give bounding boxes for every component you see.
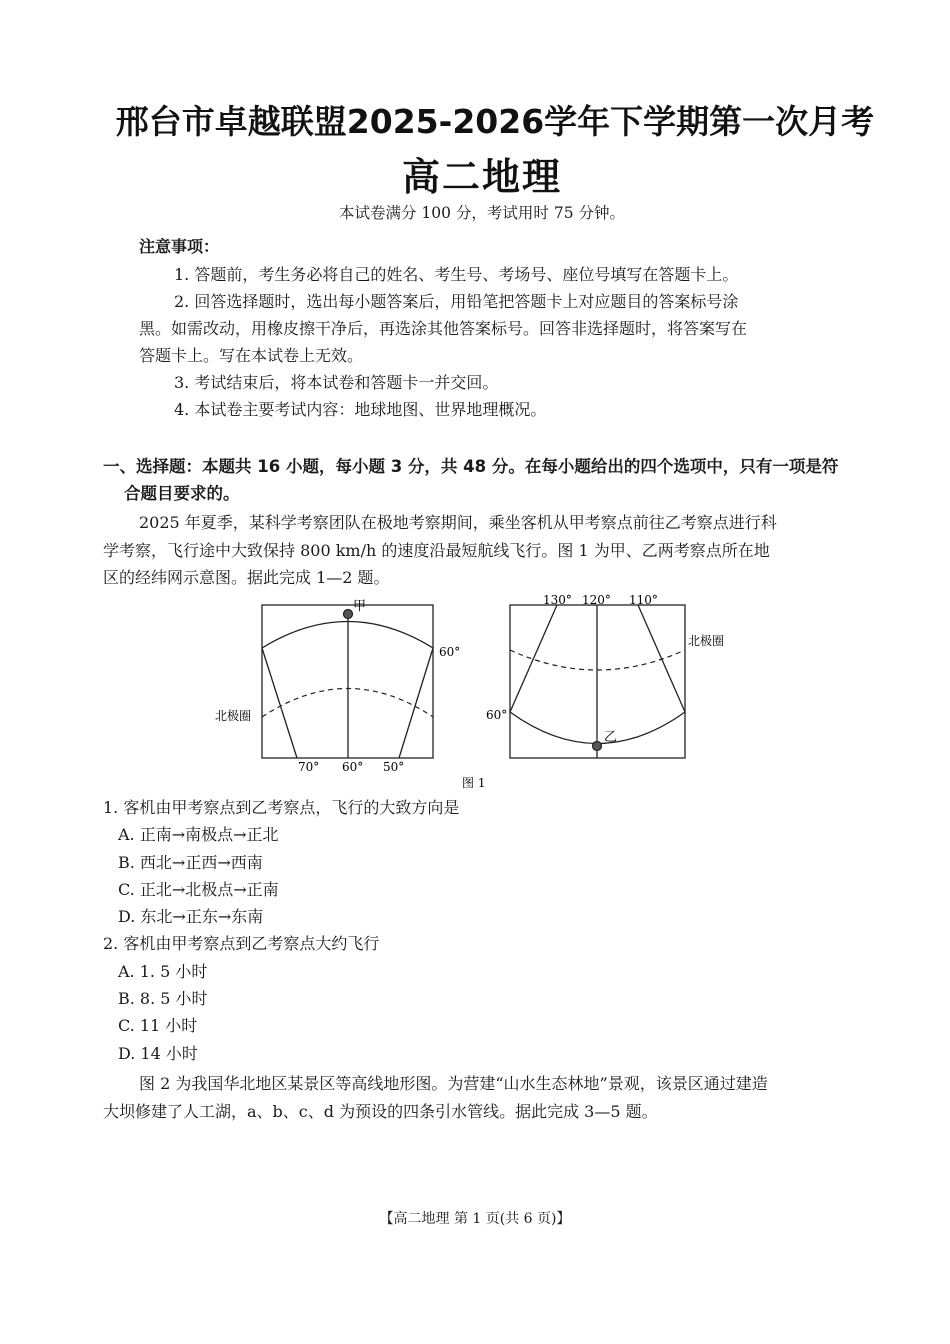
note-1: 1. 答题前，考生务必将自己的姓名、考生号、考场号、座位号填写在答题卡上。 [174,265,739,284]
left-lon-70: 70° [298,760,320,774]
point-yi: 乙 [604,730,618,745]
note-2b: 黑。如需改动，用橡皮擦干净后，再选涂其他答案标号。回答非选择题时，将答案写在 [139,319,748,338]
section1-heading-b: 合题目要求的。 [124,484,240,503]
section1-heading-a: 一、选择题：本题共 16 小题，每小题 3 分，共 48 分。在每小题给出的四个选项中，只有一项是符 [103,457,839,476]
passage1-line3: 区的经纬网示意图。据此完成 1—2 题。 [103,568,390,587]
left-lon-50: 50° [383,760,405,774]
note-4: 4. 本试卷主要考试内容：地球地图、世界地理概况。 [174,400,547,419]
note-2a: 2. 回答选择题时，选出每小题答案后，用铅笔把答题卡上对应题目的答案标号涂 [174,292,739,311]
figure1-left-map [215,599,460,774]
passage1-line2: 学考察，飞行途中大致保持 800 km/h 的速度沿最短航线飞行。图 1 为甲、乙两考察点所在地 [103,541,770,560]
right-lon-130: 130° [543,593,572,607]
passage2-line1: 图 2 为我国华北地区某景区等高线地形图。为营建“山水生态林地”景观，该景区通过建造 [139,1074,768,1093]
right-lon-120: 120° [582,593,611,607]
q1-option-d: D. 东北→正东→东南 [118,907,264,926]
point-jia: 甲 [353,599,367,614]
exam-title: 邢台市卓越联盟2025-2026学年下学期第一次月考 [115,102,875,141]
left-arctic-circle: 北极圈 [215,709,252,723]
passage2-line2: 大坝修建了人工湖，a、b、c、d 为预设的四条引水管线。据此完成 3—5 题。 [103,1102,658,1121]
q1-option-a: A. 正南→南极点→正北 [118,825,279,844]
q1-stem: 1. 客机由甲考察点到乙考察点，飞行的大致方向是 [103,798,460,817]
figure1 [200,590,740,800]
note-3: 3. 考试结束后，将本试卷和答题卡一并交回。 [174,373,499,392]
q2-stem: 2. 客机由甲考察点到乙考察点大约飞行 [103,934,380,953]
notes-heading: 注意事项： [139,237,220,256]
exam-subject: 高二地理 [401,155,562,199]
left-lat-60: 60° [439,645,461,659]
figure1-right-map [486,593,724,758]
page-footer: 【高二地理 第 1 页(共 6 页)】 [379,1211,571,1227]
left-lon-60: 60° [342,760,364,774]
q2-option-a: A. 1. 5 小时 [118,962,208,981]
q1-option-b: B. 西北→正西→西南 [118,853,263,872]
q2-option-c: C. 11 小时 [118,1016,198,1035]
passage1-line1: 2025 年夏季，某科学考察团队在极地考察期间，乘坐客机从甲考察点前往乙考察点进行科 [139,513,777,532]
q2-option-d: D. 14 小时 [118,1044,198,1063]
q1-option-c: C. 正北→北极点→正南 [118,880,279,899]
right-lat-60: 60° [486,708,508,722]
q2-option-b: B. 8. 5 小时 [118,989,208,1008]
exam-info: 本试卷满分 100 分，考试用时 75 分钟。 [338,204,626,222]
right-lon-110: 110° [629,593,658,607]
figure1-caption: 图 1 [462,776,486,790]
right-arctic-circle: 北极圈 [688,634,725,648]
note-2c: 答题卡上。写在本试卷上无效。 [139,346,364,365]
